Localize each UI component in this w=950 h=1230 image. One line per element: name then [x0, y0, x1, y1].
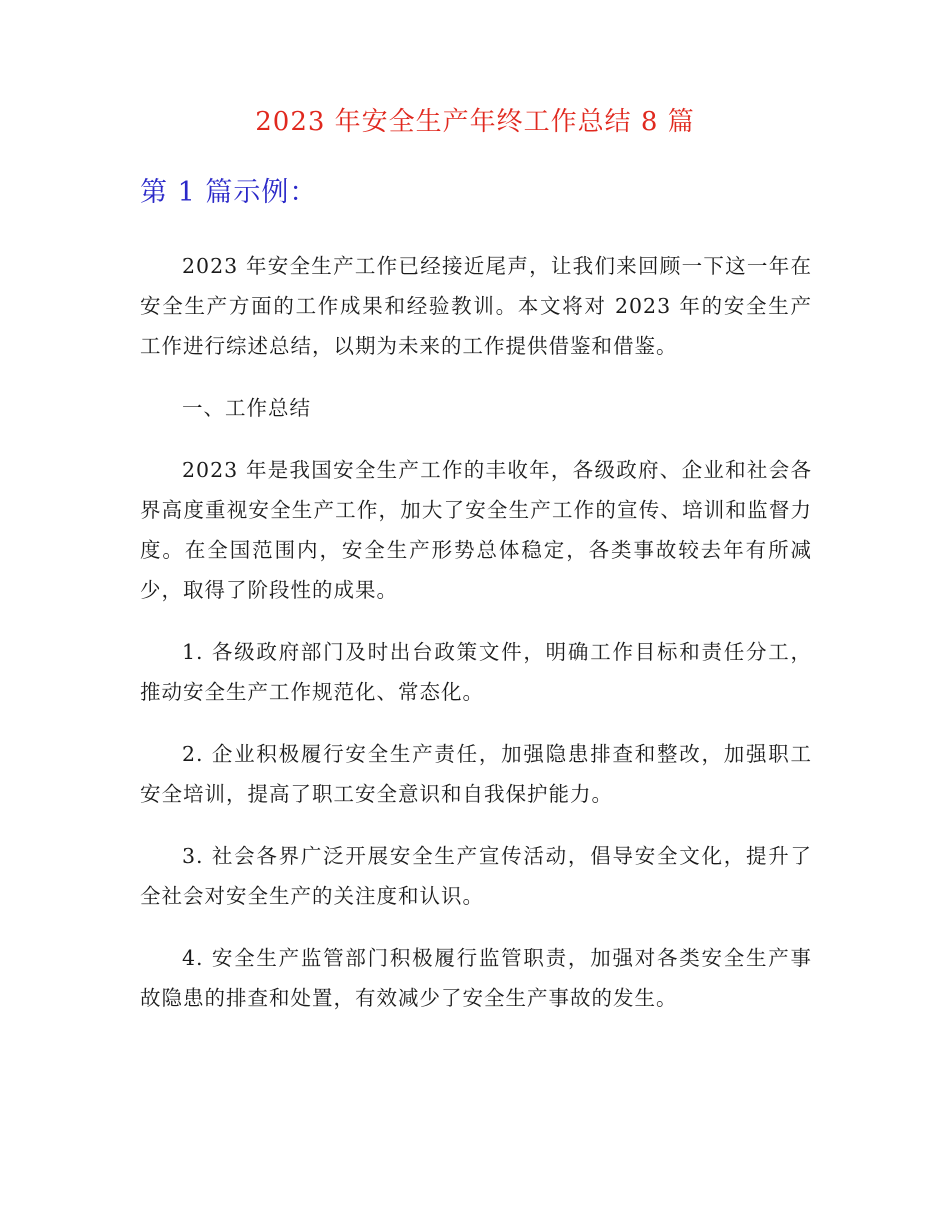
document-title: 2023 年安全生产年终工作总结 8 篇 [255, 107, 695, 137]
list-item-3: 3. 社会各界广泛开展安全生产宣传活动，倡导安全文化，提升了全社会对安全生产的关注度和认识。 [140, 844, 812, 908]
document-body [140, 246, 812, 1040]
list-item-1: 1. 各级政府部门及时出台政策文件，明确工作目标和责任分工，推动安全生产工作规范化、常态化。 [140, 640, 812, 704]
intro-paragraph: 2023 年安全生产工作已经接近尾声，让我们来回顾一下这一年在安全生产方面的工作成果和经验教训。本文将对 2023 年的安全生产工作进行综述总结，以期为未来的工作提供借鉴和借鉴。 [140, 254, 812, 358]
section-heading: 第 1 篇示例： [140, 177, 318, 208]
list-item-2: 2. 企业积极履行安全生产责任，加强隐患排查和整改，加强职工安全培训，提高了职工安全意识和自我保护能力。 [140, 742, 812, 806]
subheading-work-summary: 一、工作总结 [182, 396, 311, 420]
summary-paragraph: 2023 年是我国安全生产工作的丰收年，各级政府、企业和社会各界高度重视安全生产工作，加大了安全生产工作的宣传、培训和监督力度。在全国范围内，安全生产形势总体稳定，各类事故较去年有所减少，取得了阶段性的成果。 [140, 458, 812, 602]
list-item-4: 4. 安全生产监管部门积极履行监管职责，加强对各类安全生产事故隐患的排查和处置，有效减少了安全生产事故的发生。 [140, 946, 812, 1010]
